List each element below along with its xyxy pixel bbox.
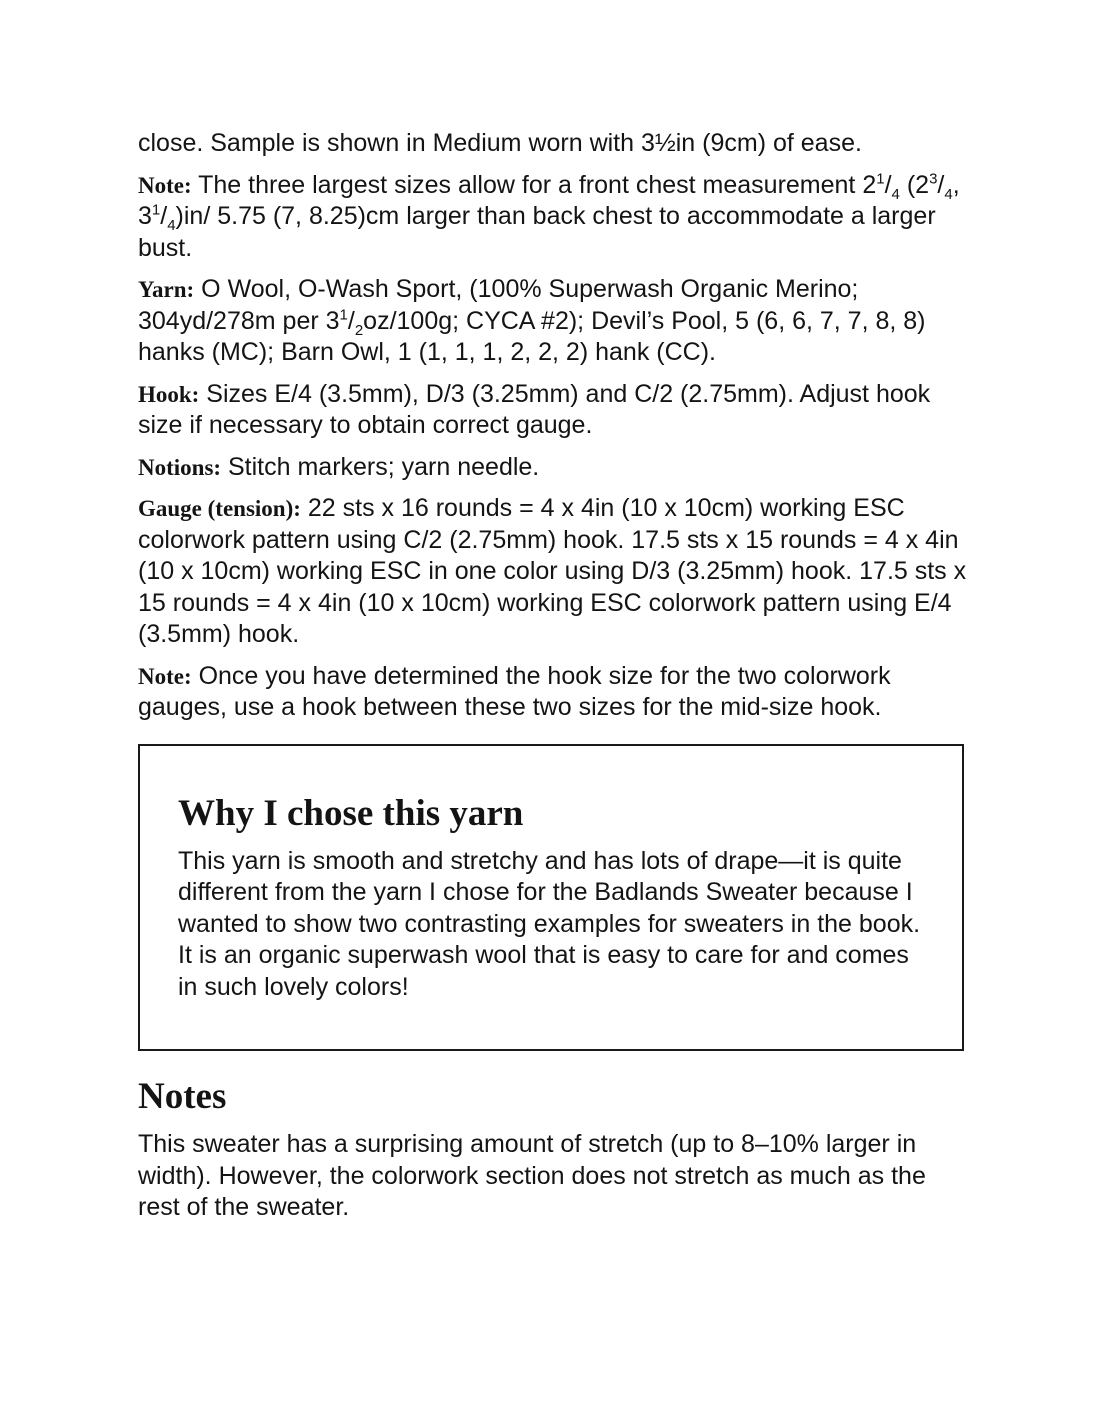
notes-heading: Notes bbox=[138, 1076, 227, 1117]
fraction-whole: 2 bbox=[915, 170, 930, 199]
notes-body: This sweater has a surprising amount of stretch (up to 8–10% larger in width). However, the colorwork section does not stretch as much as the rest of the sweater. bbox=[138, 1130, 926, 1221]
note-text-b: )in/ 5.75 (7, 8.25)cm larger than back chest to accommodate a larger bust. bbox=[138, 202, 936, 262]
note-chest-paragraph bbox=[138, 170, 968, 265]
yarn-text-b: oz/100g; CYCA #2); Devil’s Pool, 5 (6, 6, 7, 7, 8, 8) hanks (MC); Barn Owl, 1 (1, 1, 1, 2, 2, 2) hank (CC). bbox=[138, 306, 926, 366]
fraction-denominator: 4 bbox=[891, 185, 900, 203]
fraction-numerator: 1 bbox=[339, 306, 348, 324]
note-label: Note: bbox=[138, 663, 192, 689]
sidebar-title: Why I chose this yarn bbox=[178, 792, 524, 834]
notions-paragraph bbox=[138, 452, 968, 484]
fraction-yarn-weight: $3^1/_2$ bbox=[325, 306, 364, 339]
intro-paragraph bbox=[138, 128, 968, 160]
sidebar-body: This yarn is smooth and stretchy and has lots of drape—it is quite different from the yarn I chose for the Badlands Sweater because I wanted to show two contrasting examples for sweaters in the book. It is an organic superwash wool that is easy to care for and comes in such lovely colors! bbox=[178, 846, 921, 1001]
fraction-denominator: 4 bbox=[167, 217, 176, 234]
gauge-text: 22 sts x 16 rounds = 4 x 4in (10 x 10cm) working ESC colorwork pattern using C/2 (2.75mm) hook. 17.5 sts x 15 rounds = 4 x 4in (10 x 10cm) working ESC in one color using D/3 (3.25mm) hook. 17.5 sts x 15 rounds = 4 x 4in (10 x 10cm) working ESC colorwork pattern using E/4 (3.5mm) hook. bbox=[138, 494, 967, 648]
yarn-text-a: O Wool, O-Wash Sport, (100% Superwash Organic Merino; 304yd/278m per bbox=[138, 275, 859, 335]
gauge-paragraph bbox=[138, 493, 968, 651]
yarn-paragraph bbox=[138, 274, 968, 369]
note-hook-paragraph bbox=[138, 661, 968, 724]
document-page bbox=[138, 128, 968, 1234]
note-text-sep2: , bbox=[952, 170, 960, 199]
note-text-sep1: ( bbox=[899, 170, 916, 199]
fraction-denominator: 2 bbox=[354, 321, 364, 339]
note-label: Note: bbox=[138, 172, 192, 198]
fraction-numerator: 3 bbox=[929, 170, 938, 188]
fraction-whole: 3 bbox=[138, 202, 152, 230]
fraction-denominator: 4 bbox=[944, 185, 953, 203]
fraction-whole: 3 bbox=[325, 306, 340, 335]
gauge-label: Gauge (tension): bbox=[138, 496, 301, 521]
note-hook-text: Once you have determined the hook size for the two colorwork gauges, use a hook between these two sizes for the mid-size hook. bbox=[138, 661, 891, 721]
hook-paragraph bbox=[138, 379, 968, 442]
note-text-a: The three largest sizes allow for a front chest measurement bbox=[191, 170, 863, 199]
fraction-numerator: 1 bbox=[151, 201, 161, 219]
notions-text: Stitch markers; yarn needle. bbox=[221, 452, 540, 481]
sidebar-box bbox=[138, 744, 964, 1052]
notions-label: Notions: bbox=[138, 454, 222, 480]
fraction-1: $2^1/_4$ bbox=[862, 170, 900, 203]
fraction-3: $3^1/_4$ bbox=[138, 201, 176, 234]
hook-text: Sizes E/4 (3.5mm), D/3 (3.25mm) and C/2 (2.75mm). Adjust hook size if necessary to obtain correct gauge. bbox=[138, 379, 931, 439]
fraction-whole: 2 bbox=[862, 170, 877, 199]
fraction-numerator: 1 bbox=[876, 170, 885, 188]
fraction-2: $2^3/_4$ bbox=[915, 170, 953, 203]
yarn-label: Yarn: bbox=[138, 277, 195, 302]
hook-label: Hook: bbox=[138, 381, 200, 407]
intro-text: close. Sample is shown in Medium worn with 3½in (9cm) of ease. bbox=[138, 129, 862, 157]
